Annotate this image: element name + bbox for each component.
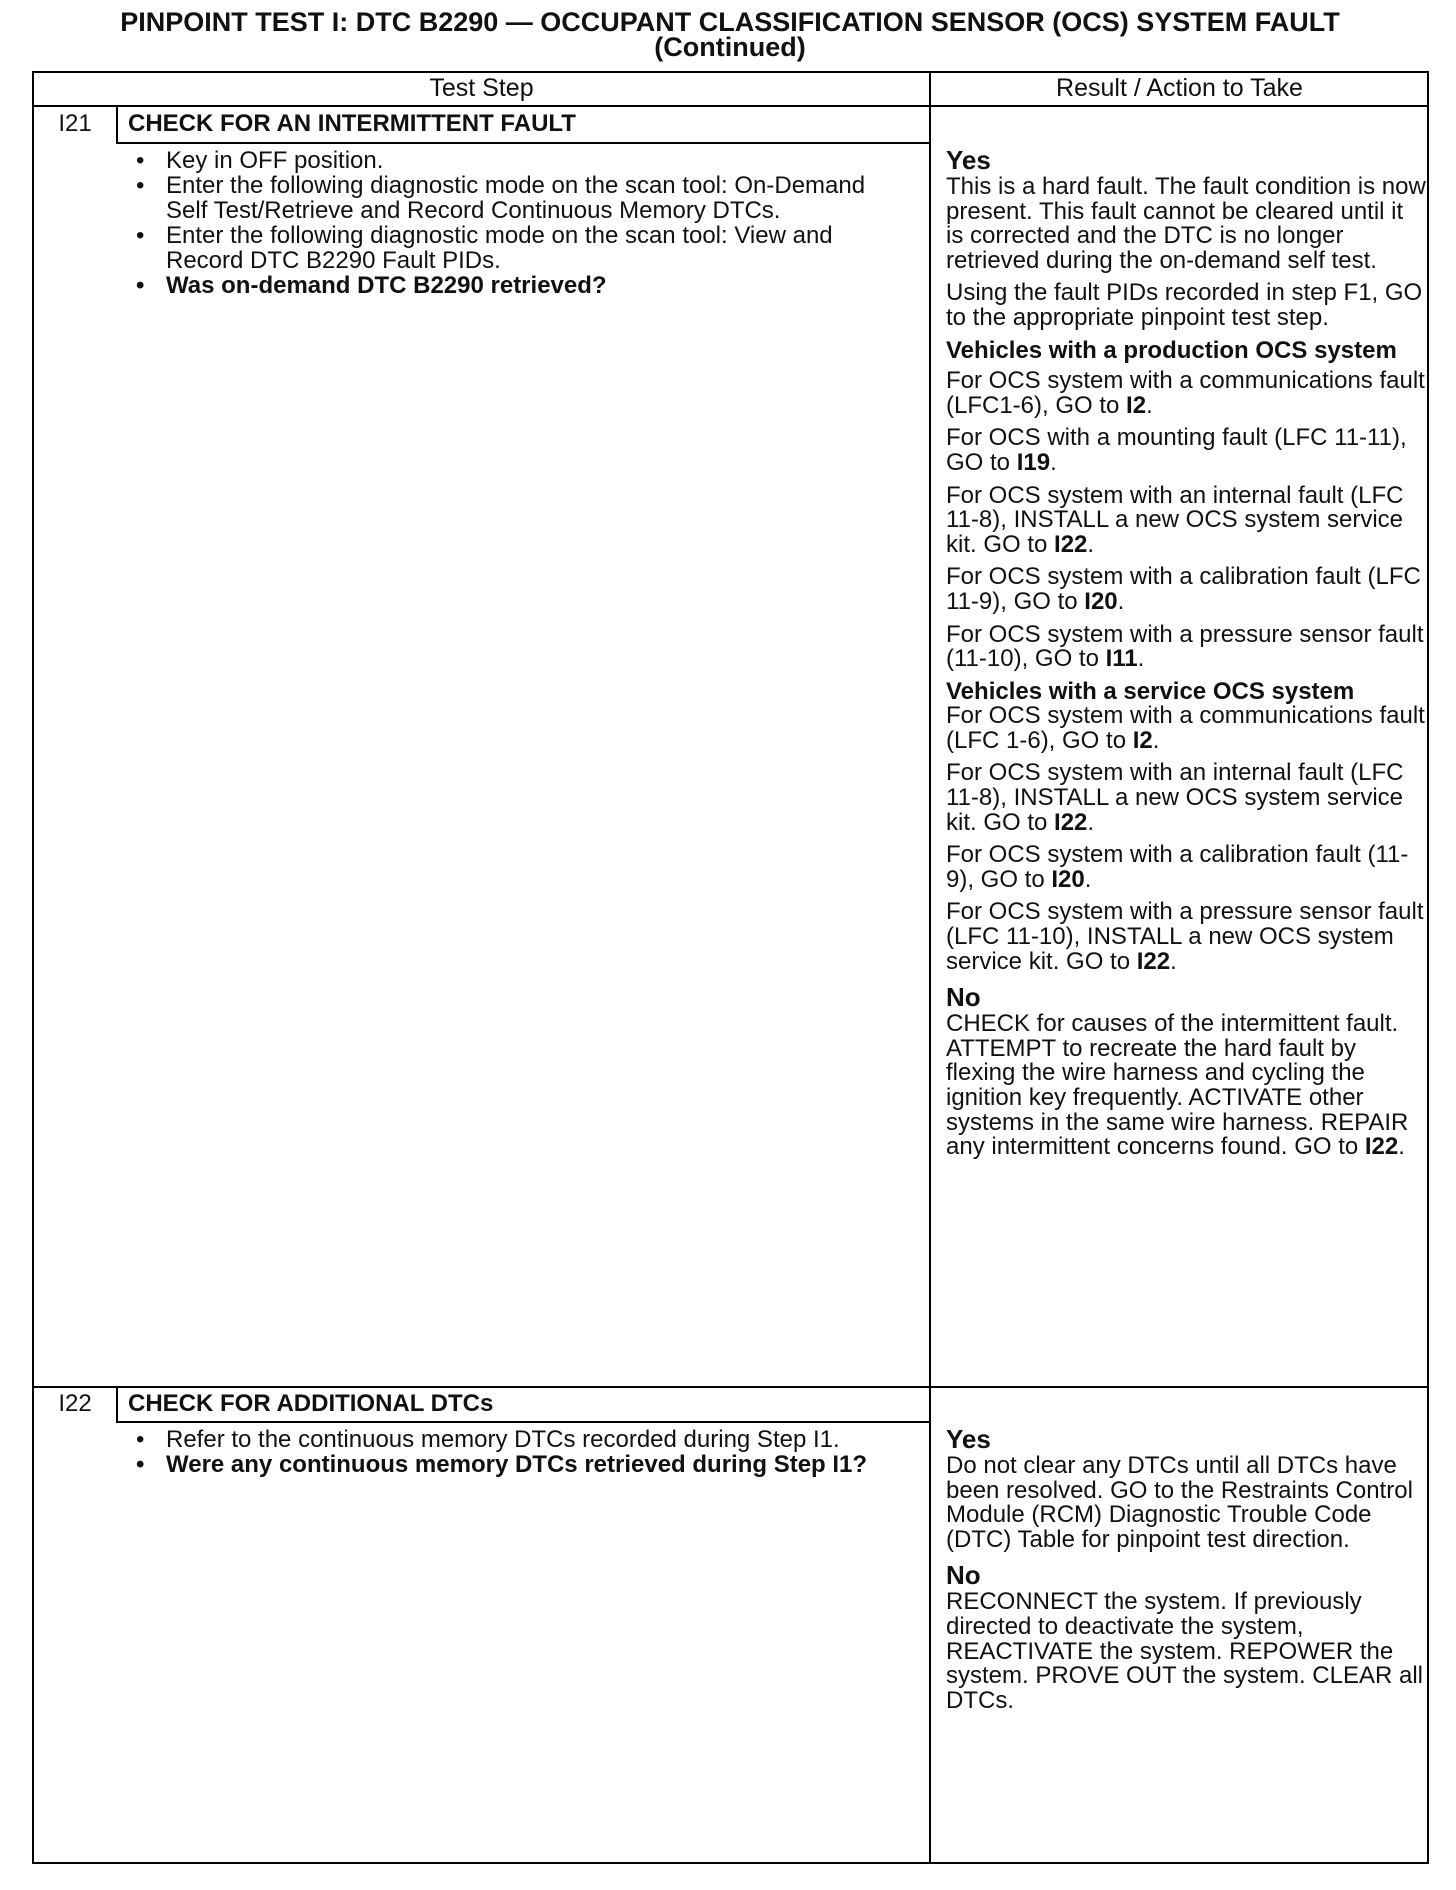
result-text: Do not clear any DTCs until all DTCs have been resolved. GO to the Restraints Control Module (RCM) Diagnostic Trouble Code (DTC) Table for pinpoint test direction. — [946, 1452, 1413, 1553]
result-item: For OCS system with a communications fault (LFC1-6), GO to I2. — [946, 367, 1425, 419]
column-divider — [929, 71, 931, 1864]
result-item: For OCS system with a communications fault (LFC 1-6), GO to I2. — [946, 702, 1425, 754]
result-item: For OCS system with an internal fault (LFC 11-8), INSTALL a new OCS system service kit. GO to I22. — [946, 481, 1404, 558]
result-item: For OCS with a mounting fault (LFC 11-11), GO to I19. — [946, 424, 1407, 476]
header-rule — [32, 105, 1429, 107]
yes-label: Yes — [946, 145, 991, 175]
step-number-divider — [116, 106, 118, 144]
step-instructions — [126, 148, 896, 298]
result-item: For OCS system with an internal fault (LFC 11-8), INSTALL a new OCS system service kit. GO to I22. — [946, 759, 1404, 836]
result-item: For OCS system with a calibration fault (11-9), GO to I20. — [946, 841, 1409, 893]
step-question: • Was on-demand DTC B2290 retrieved? — [126, 273, 896, 298]
instruction-item: • Enter the following diagnostic mode on the scan tool: On-Demand Self Test/Retrieve and Record Continuous Memory DTCs. — [126, 173, 896, 223]
instruction-item: • Refer to the continuous memory DTCs recorded during Step I1. — [126, 1427, 896, 1452]
result-cell — [946, 145, 1426, 1168]
step-title-rule — [116, 1421, 930, 1423]
step-title: CHECK FOR ADDITIONAL DTCs — [128, 1390, 494, 1417]
row-divider — [32, 1386, 1429, 1388]
step-number-divider — [116, 1387, 118, 1423]
result-text: This is a hard fault. The fault condition is now present. This fault cannot be cleared until it is corrected and the DTC is no longer retrieved during the on-demand self test. — [946, 173, 1426, 274]
no-label: No — [946, 982, 981, 1013]
result-text: RECONNECT the system. If previously directed to deactivate the system, REACTIVATE the system. REPOWER the system. PROVE OUT the system. CLEAR all DTCs. — [946, 1588, 1424, 1714]
section-heading: Vehicles with a service OCS system — [946, 677, 1355, 705]
step-number: I21 — [58, 110, 92, 137]
instruction-item: • Enter the following diagnostic mode on the scan tool: View and Record DTC B2290 Fault PIDs. — [126, 223, 896, 273]
result-item: For OCS system with a calibration fault (LFC 11-9), GO to I20. — [946, 563, 1421, 615]
step-title: CHECK FOR AN INTERMITTENT FAULT — [128, 110, 576, 137]
result-item: For OCS system with a pressure sensor fault (LFC 11-10), INSTALL a new OCS system service kit. GO to I22. — [946, 898, 1424, 975]
page-title: PINPOINT TEST I: DTC B2290 — OCCUPANT CLASSIFICATION SENSOR (OCS) SYSTEM FAULT — [120, 7, 1340, 37]
step-instructions — [126, 1427, 896, 1477]
step-question: • Were any continuous memory DTCs retrieved during Step I1? — [126, 1452, 896, 1477]
result-text: Using the fault PIDs recorded in step F1, GO to the appropriate pinpoint test step. — [946, 279, 1423, 331]
step-title-rule — [116, 142, 930, 144]
header-test-step: Test Step — [429, 74, 534, 102]
header-result-action: Result / Action to Take — [1056, 74, 1303, 102]
no-label: No — [946, 1560, 981, 1591]
yes-label: Yes — [946, 1424, 991, 1454]
result-cell — [946, 1424, 1426, 1721]
instruction-item: • Key in OFF position. — [126, 148, 896, 173]
page-subtitle: (Continued) — [654, 32, 806, 62]
step-number: I22 — [58, 1390, 92, 1417]
result-text: CHECK for causes of the intermittent fault. ATTEMPT to recreate the hard fault by flexing the wire harness and cycling the ignition key frequently. ACTIVATE other systems in the same wire harness. REPAIR any intermittent concerns found. GO to I22. — [946, 1010, 1409, 1161]
section-heading: Vehicles with a production OCS system — [946, 336, 1397, 364]
result-item: For OCS system with a pressure sensor fault (11-10), GO to I11. — [946, 620, 1424, 673]
